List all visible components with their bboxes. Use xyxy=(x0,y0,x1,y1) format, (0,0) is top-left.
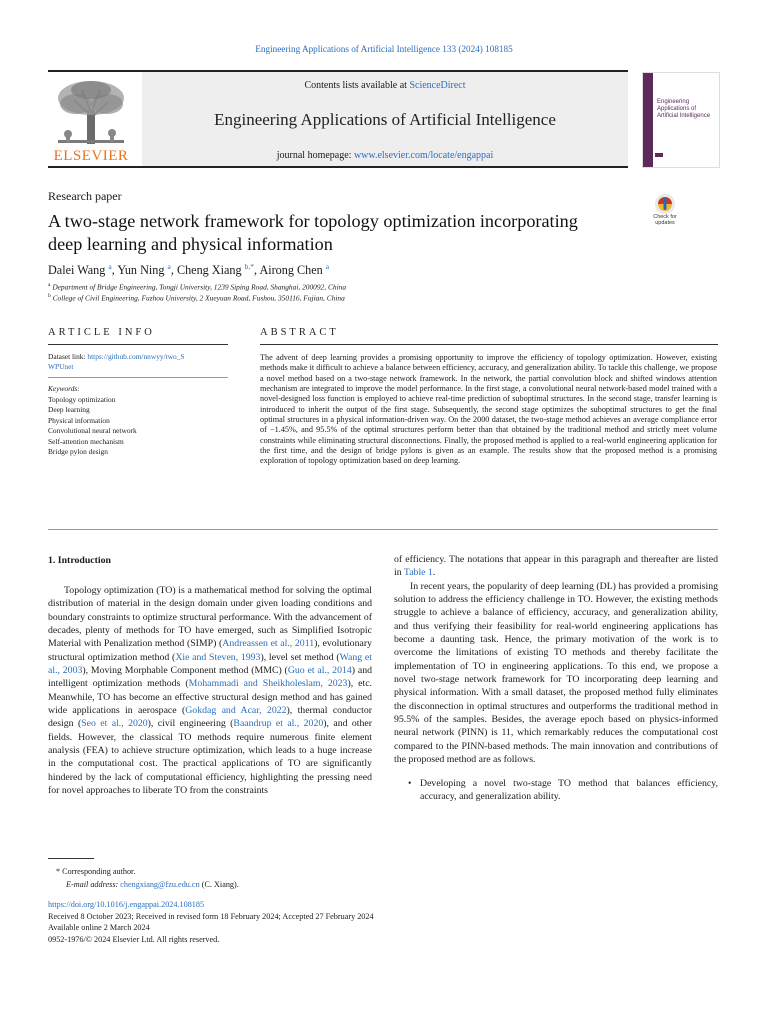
author-name[interactable]: Dalei Wang xyxy=(48,263,106,278)
homepage-prefix: journal homepage: xyxy=(276,150,354,161)
corresponding-mark: * xyxy=(56,867,61,876)
author-name[interactable]: Cheng Xiang xyxy=(176,263,242,278)
article-info-rule xyxy=(48,344,228,345)
citation-link[interactable]: Table 1 xyxy=(403,567,433,579)
keywords-block xyxy=(48,384,228,458)
citation-link[interactable]: Gokdag and Acar, 2022 xyxy=(185,705,287,717)
citation-link[interactable]: Xie and Steven, 1993 xyxy=(175,651,261,663)
sciencedirect-link[interactable]: ScienceDirect xyxy=(409,80,466,91)
citation-link[interactable]: Baandrup et al., 2020 xyxy=(233,718,324,730)
citation-link[interactable]: Wang et al., 2003 xyxy=(48,651,372,677)
email-label: E-mail address: xyxy=(66,879,119,889)
journal-title: Engineering Applications of Artificial Intelligence xyxy=(214,110,556,129)
author-list: Dalei Wang $^a$, Yun Ning $^a$, Cheng Xiang $^{b,*}$, Airong Chen $^a$ xyxy=(48,262,330,278)
affiliation xyxy=(48,293,345,302)
abstract-text: The advent of deep learning provides a promising opportunity to improve the efficiency of topology optimization. However, existing methods make it difficult to achieve a balance between efficiency, accuracy, and generalization ability. To tackle this challenge, we propose a novel method based on a two-stage network framework. In the network, the partial convolution block and shifted windows attention mechanism are integrated to improve the model performance. In the first stage, a convolutional neural network-based model trained with a novel-designed loss function is employed to achieve real-time prediction of suboptimal structures. In the second stage, transfer learning is introduced to inherit the output of the first stage. Subsequently, the second stage optimizes the suboptimal structures to get the final optimal structures in a physical information-driven way. On the 2000 dataset, the two-stage method achieves an average compliance error of −1.45%, and 95.5% of the optimal structures perform better than that obtained by the traditional method and strictly meet volume constraints while eliminating structural disconnections. Finally, the proposed method is applied to a real-world engineering application for the first time, and the design of bridge pylons is given as an example. The results show that the proposed method is a promising exploration of topology optimization based on deep learning. xyxy=(260,353,717,466)
contents-line xyxy=(142,80,628,91)
article-title: A two-stage network framework for topology optimization incorporating deep learning and physical information xyxy=(48,211,578,254)
author-name[interactable]: Airong Chen xyxy=(259,263,323,278)
article-type: Research paper xyxy=(48,189,122,203)
abstract-heading: ABSTRACT xyxy=(260,327,339,338)
received-dates: Received 8 October 2023; Received in revised form 18 February 2024; Accepted 27 February 2024 xyxy=(48,911,374,921)
check-for-updates-badge[interactable] xyxy=(645,193,685,233)
elsevier-logo[interactable] xyxy=(48,78,134,162)
affiliation-text: College of Civil Engineering, Fuzhou University, 2 Xueyuan Road, Fushou, 350116, Fujian, China xyxy=(52,293,345,303)
intro-paragraph: Topology optimization (TO) is a mathematical method for solving the optimal distribution of material in the design domain under given loading conditions and boundary constraints to optimize structural performance. With the advancement of decades, plenty of methods for TO have emerged, such as Simplified Isotropic Material with Penalization method (SIMP) (Andreassen et al., 2011), evolutionary structural optimization method (Xie and Steven, 1993), level set method (Wang et al., 2003), Moving Morphable Component method (MMC) (Guo et al., 2014) and intelligent optimization methods (Mohammadi and Sheikholeslam, 2023), etc. Meanwhile, TO has become an effective structural design method and has gained wide applications in aerospace (Gokdag and Acar, 2022), thermal conductor design (Seo et al., 2020), civil engineering (Baandrup et al., 2020), and other fields. However, the classical TO methods require numerous finite element analysis (FEA) to achieve structure optimization, which leads to a huge increase in the computational cost. The practical applications of TO are significantly hindered by the lack of computational efficiency, highlighting the pressing need for novel approaches to liberate TO from the constraints xyxy=(48,585,373,797)
contents-prefix: Contents lists available at xyxy=(304,80,410,91)
footnote-rule xyxy=(48,858,94,859)
front-matter-divider xyxy=(48,529,718,530)
abstract-rule xyxy=(260,344,718,345)
cover-strip xyxy=(643,73,653,167)
intro-paragraph: In recent years, the popularity of deep learning (DL) has provided a promising solution to address the efficiency challenge in TO. However, the existing methods struggle to achieve a balance of efficiency, accuracy, and generalization ability, and thus verifying their feasibility for real-world engineering applications has become a daunting task. Hence, the primary motivation of the work is to overcome the limitations of existing TO methods and thereby facilitate the implementation of TO in engineering applications. To this end, we propose a novel two-stage network framework for TO incorporating deep learning and physical information. With a small dataset, the proposed method fully eliminates the disconnection in optimal structures and outperforms the traditional method in 95.5% of the samples. Besides, the average epoch based on physics-informed neural network (PINN) is 11, which remarkably reduces the computational cost compared to the PINN-based methods. The main innovation and contributions of the proposed method are as follows. xyxy=(394,580,718,766)
available-online-date: Available online 2 March 2024 xyxy=(48,923,150,933)
dataset-link-continued[interactable]: WPUnet xyxy=(48,362,74,371)
citation-link[interactable]: Mohammadi and Sheikholeslam, 2023 xyxy=(188,678,348,690)
article-info-heading: ARTICLE INFO xyxy=(48,327,155,338)
journal-homepage-link[interactable]: www.elsevier.com/locate/engappai xyxy=(353,150,494,161)
author-affiliation-mark[interactable]: a xyxy=(167,262,171,271)
email-suffix: (C. Xiang). xyxy=(201,879,239,889)
keyword: Topology optimization xyxy=(48,394,116,404)
homepage-line xyxy=(142,150,628,161)
citation-link[interactable]: Seo et al., 2020 xyxy=(81,718,148,730)
dataset-label: Dataset link: xyxy=(48,352,88,361)
intro-right-column xyxy=(394,553,718,803)
cover-title: Engineering Applications of Artificial Intelligence xyxy=(657,99,711,119)
author-affiliation-mark[interactable]: a xyxy=(108,262,112,271)
affiliation-mark: b xyxy=(48,293,51,299)
banner-bottom-rule xyxy=(48,166,628,168)
check-updates-label: Check for updates xyxy=(653,214,677,226)
author-affiliation-mark[interactable]: b,* xyxy=(244,262,255,271)
affiliation-text: Department of Bridge Engineering, Tongji University, 1239 Siping Road, Shanghai, 200092, China xyxy=(52,282,347,292)
intro-left-column xyxy=(48,584,372,798)
dataset-link-block xyxy=(48,352,228,372)
intro-paragraph-continued: of efficiency. The notations that appear in this paragraph and thereafter are listed in Table 1. xyxy=(394,554,718,579)
citation-link[interactable]: Andreassen et al., 2011 xyxy=(222,638,315,650)
keyword: Convolutional neural network xyxy=(48,426,137,435)
keyword: Deep learning xyxy=(48,405,90,414)
author-name[interactable]: Yun Ning xyxy=(117,263,165,278)
info-divider xyxy=(48,377,228,378)
author-affiliation-mark[interactable]: a xyxy=(325,262,330,271)
cover-mark xyxy=(655,153,663,157)
affiliation-mark: a xyxy=(48,282,51,288)
section-heading-introduction: 1. Introduction xyxy=(48,555,111,566)
keywords-heading: Keywords: xyxy=(48,384,80,393)
affiliation xyxy=(48,282,346,291)
author-email-link[interactable]: chengxiang@fzu.edu.cn xyxy=(120,879,200,889)
corresponding-author-footnote xyxy=(56,866,239,891)
corresponding-label: Corresponding author. xyxy=(62,867,136,876)
elsevier-tree-icon xyxy=(54,78,128,148)
elsevier-wordmark: ELSEVIER xyxy=(53,148,129,164)
copyright-notice: 0952-1976/© 2024 Elsevier Ltd. All rights reserved. xyxy=(48,934,220,944)
contributions-list xyxy=(394,777,718,804)
journal-cover-thumbnail[interactable] xyxy=(642,72,720,168)
journal-reference[interactable]: Engineering Applications of Artificial Intelligence 133 (2024) 108185 xyxy=(255,44,513,54)
keyword: Bridge pylon design xyxy=(48,447,108,456)
contribution-item: • Developing a novel two-stage TO method that balances efficiency, accuracy, and generalization ability. xyxy=(394,777,718,804)
check-updates-icon xyxy=(645,193,685,215)
publication-details xyxy=(48,899,374,945)
dataset-link[interactable]: https://github.com/nnwyy/two_S xyxy=(87,352,185,361)
doi-link[interactable]: https://doi.org/10.1016/j.engappai.2024.108185 xyxy=(48,900,205,909)
keyword: Self-attention mechanism xyxy=(48,436,124,446)
keyword: Physical information xyxy=(48,415,110,425)
citation-link[interactable]: Guo et al., 2014 xyxy=(287,665,352,677)
